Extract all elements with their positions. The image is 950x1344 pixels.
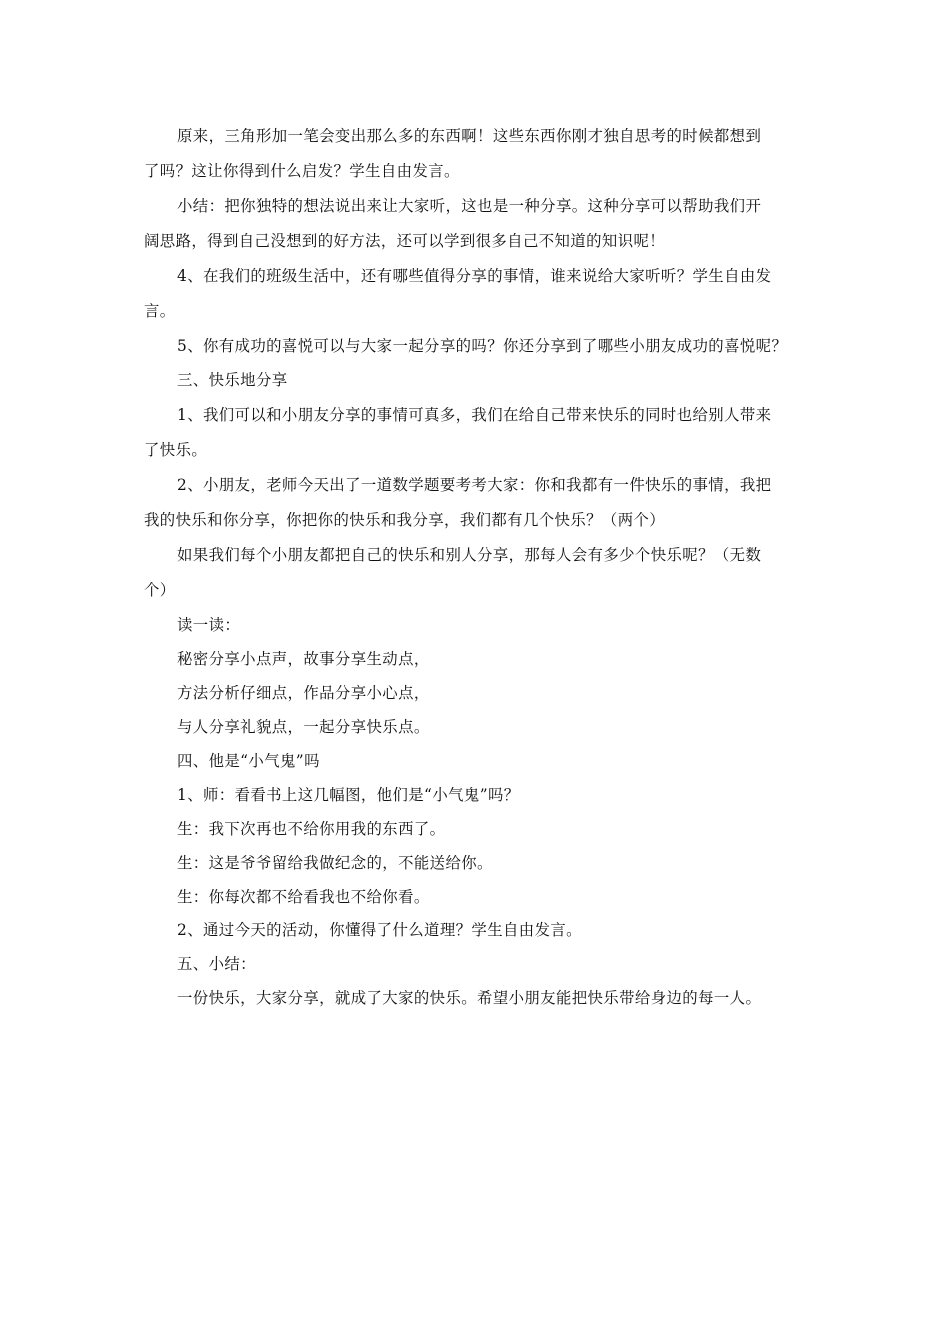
verse-line: 与人分享礼貌点，一起分享快乐点。 [177,718,430,736]
paragraph-line: 小结：把你独特的想法说出来让大家听，这也是一种分享。这种分享可以帮助我们开 [177,197,762,215]
paragraph-line: 生：这是爷爷留给我做纪念的，不能送给你。 [177,854,493,872]
paragraph-line: 一份快乐，大家分享，就成了大家的快乐。希望小朋友能把快乐带给身边的每一人。 [177,989,762,1007]
verse-line: 秘密分享小点声，故事分享生动点， [177,650,430,668]
paragraph-line: 4、在我们的班级生活中，还有哪些值得分享的事情，谁来说给大家听听？学生自由发 [177,267,772,285]
paragraph-line: 1、师：看看书上这几幅图，他们是“小气鬼”吗？ [177,786,520,804]
verse-line: 方法分析仔细点，作品分享小心点， [177,684,430,702]
section-heading: 五、小结： [177,955,256,973]
paragraph-line: 阔思路，得到自己没想到的好方法，还可以学到很多自己不知道的知识呢！ [144,232,666,250]
paragraph-line: 5、你有成功的喜悦可以与大家一起分享的吗？你还分享到了哪些小朋友成功的喜悦呢？ [177,337,788,355]
paragraph-line: 生：你每次都不给看我也不给你看。 [177,888,430,906]
section-heading: 四、他是“小气鬼”吗 [177,752,320,770]
paragraph-line: 生：我下次再也不给你用我的东西了。 [177,820,446,838]
paragraph-line: 言。 [144,302,176,320]
paragraph-line: 1、我们可以和小朋友分享的事情可真多，我们在给自己带来快乐的同时也给别人带来 [177,406,772,424]
paragraph-line: 个） [144,581,176,599]
paragraph-line: 了快乐。 [144,441,208,459]
paragraph-line: 我的快乐和你分享，你把你的快乐和我分享，我们都有几个快乐？（两个） [144,511,666,529]
paragraph-line: 2、通过今天的活动，你懂得了什么道理？学生自由发言。 [177,921,582,939]
paragraph-line: 了吗？这让你得到什么启发？学生自由发言。 [144,162,460,180]
section-heading: 三、快乐地分享 [177,371,288,389]
paragraph-line: 读一读： [177,616,241,634]
paragraph-line: 如果我们每个小朋友都把自己的快乐和别人分享，那每人会有多少个快乐呢？（无数 [177,546,762,564]
paragraph-line: 原来，三角形加一笔会变出那么多的东西啊！这些东西你刚才独自思考的时候都想到 [177,127,762,145]
paragraph-line: 2、小朋友，老师今天出了一道数学题要考考大家：你和我都有一件快乐的事情，我把 [177,476,772,494]
